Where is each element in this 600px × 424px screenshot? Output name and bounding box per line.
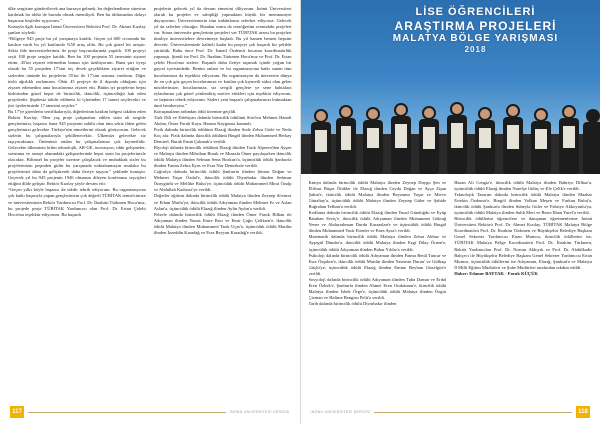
paragraph: Kodlama dalında birincilik ödülü Elazığ ilinden Yusuf Gündoğdu ve Eyüp Batuhan Seviç'e, ikincilik ödülü Adıyaman ilinden Muhammet Göktuğ Yener ve Abdurrahman Durdu Karaaslan'e ve üçüncülük ödülü Bingöl ilinden Muhammed Yasir Erenler ve Enes Ayaz'ı verildi. — [308, 210, 447, 234]
paragraph: ülke sergisine gönderilecek ana bursaya gelmek, bu değerlendirme süresine katılmak bu iddia ile burada olmak önemliydi. Ben bu iddiasından dolayı başarısız keşfeder açıyorum.” — [8, 6, 146, 24]
paragraph: Felsefe dalında birincilik ödülü Elazığ ilinden Ömer Faruk Bilhan ile Adıyaman ilinden Yunus Emre Bacı ve Emir Çağrı Çelikten'e, ikincilik ödülü Malatya ilinden Muhammed Tarık Uçar'a, üçüncülük ödülü Mardin ilinden İzzeddin Karadağ ve Esra Reyyan Karadağ'e verildi. — [153, 211, 292, 235]
left-footer — [10, 406, 290, 418]
paragraph: Birincilik ödüllerini öğrencilere ve danışman öğretmenlerine İnönü Üniversitesi Rektörü Prof. Dr. Ahmet Kızılay, TÜBİTAK Malatya Bölge Koordinatörü Prof. Dr. İbrahim Türkmen ve Büyükşehir Belediye Başkanı Genel Sekreter Yardımcısı Ertan Mumcu, ikincilik ödüllerini ise, TÜBİTAK Malatya Bölge Koordinatörü Prof. Dr. İbrahim Türkmen, Rektör Yardımcıları Prof. Dr. Nurcan Akbıyık ve Prof. Dr. Abdülkadir Bahçeci ile Büyükşehir Belediye Başkanı Genel Sekreter Yardımcısı Ertan Mumcu, üçüncülük ödüllerini ise Adıyaman, Elazığ, Şanlıurfa ve Malatya İl Milli Eğitim Müdürleri ve Şube Müdürleri tarafından takdim edildi. — [454, 216, 592, 270]
crowd-illustration — [301, 64, 600, 174]
news-credit: Haber: Edanur BAYTAK - Faruk KÜÇÜK — [454, 270, 538, 276]
right-footer — [311, 406, 591, 418]
paragraph: projelerin gelecek yıl da devam etmesini diliyorum. İnönü Üniversitesi olarak bu projeler ev sahipliği yapmaktan büyük bir memnuniyet duyuyorum. Üniversitemizin tüm imkânlarını seferber ediyoruz. Gelecek yıl da seferber olacağız. Bundan sonra da ortaöğretim ortamdaki projeleri var. Sonra üniversite gençlerinin projeleri var TÜBİTAK ararsı bu projeleri itimliye üniversitelere devretmeye başladı. Bu yıl hamen hemen hepsini devretti. Üniversitemizde kaliteli kadar bu projeyi çok başarılı bir şekilde yürüttük. Bahu önce Prof. Dr. İsmail Özdemir hocama koordinatörlük yapmıştı. Şimdi ise Prof. Dr. İbrahim Türkmen Hoca'mız ve Prof. Dr. Ertan çelebi Hoca'mız sizlere. Başımlı daha iletiye taşımak içinde yoğun bir gayret içerisindedir. Benim onlara ve bu organizasyona katkı sunan tüm hocalarımıza da teşekkür ediyorum. Bu organizasyon da üniversite dünya ile en çok göz geçen hocalarımıza ve katılan çok kıymetli süksi olan gelen misirlerimize, hocalarımıza, siz sevgili gençlere ye sene bahtalara eylanlarına çok güzel yönlendiriş motive ettikleri için teşekkür ediyorum, ve hepinizi tebrik ediyorum. Sizleri yeni başarılı çalışmalarınızı bulmaktan ümit beraberyim.” — [153, 6, 292, 108]
right-column-1 — [309, 180, 447, 400]
banner-line-4: 2018 — [464, 45, 487, 54]
left-column-2 — [154, 6, 292, 400]
paragraph: Kimya dalında birincilik ödülü Malatya ilinden Zeynep Duygu Şen ve Elifnur Büşra Ötükler ile Elazığ ilinden Ceyda Doğan ve Ayça Zişan Şahin'e, ikincilik ödülü Malatya ilinden Beyzanur Yaşar ve Merve Günaltay'a, üçüncülük ödülü Malatya ilinden Zeynep Güler ve Şahide Buğrahan Tellum'a verildi. — [308, 180, 447, 210]
footer-rule — [374, 412, 572, 413]
paragraph: Sosyoloji dalında birincilik ödülü Adıyaman ilinden Tuba Damar ve Erdal Eren Özbek'e, Şanlıurfa ilinden Ahmet Eren Oruküman'e, ikincilik ödülü Malatya ilinden İsbek Örge'e, üçüncülük ödülü Malatya ilinden Özgür Çizman ve Halime Bengisu Pelit'a verildi. — [308, 276, 447, 300]
paragraph: “Bölgeye 945 proje bu yıl yarışmaya katıldı. Geçen yıl 600 civarında bir katılım vardı bu yıl katılımda %50 artış oldu. Bu çok güzel bir artıştır. Sekiz ilde üniversitelerimiz ile proje başvurularında yapıldı. 100 projeyi seçti 100 proje sergiye katıldı. Ben bu 100 projenin 55 tanesinin ziyaret ettim, 45'ini ziyaret edemedim bunun için üzülüyorum. Buna şart öyeşi olarak bu 55 projeden 17'sini seç desek geçeklikten ziyaret ettiğim ve sizlerden önünde bu projelerin 55'ini ile 17'sini arasına vardırım. Diğer türlü ağırlıklı zorlanırım. Öbür 45 projeye de il dışında olduğum için ziyaret edemedim ama hocalarımız ziyaret etti. Bütün iyi projelerin hepsi birbirinden güzel hepsi de birincilik, ikincilik, üçüncülüğü hak eden projelerdir. Şüphesiz takdir edilmesi ki içlerinden 17 tanesi seçilecekti ve jüri üyelerimizde 17 tanesini seçtiler.” — [8, 36, 146, 108]
paragraph: Hasan Ali Cengiz'e, ikincilik ödülü Malatya ilinden Bahriye Dilbaz'a, üçüncülük ödülü Elazığ ilinden Nurefşe Gülüç ve Efe Çelik'e verildi. — [454, 180, 592, 192]
right-page-columns — [309, 180, 593, 400]
photo-banner — [361, 6, 591, 66]
paragraph: Teknolojik Tasarım dalında birincilik ödülü Malatya ilinden Mazhar Ertekin Özdemir'e, Bingöl ilinden Volkan Meşen ve Furkan Bulut'a, ikincilik ödülü Şanlıurfa ilinden Süheyla Güler ve Fahriye Akkoyunlu'ya, üçüncülük ödülü Malatya ilinden Salih Mert ve Beste Ilhan Yurel'a verildi. — [454, 192, 592, 216]
right-column-2 — [454, 180, 592, 400]
right-page — [301, 0, 600, 424]
left-column-1 — [8, 6, 146, 400]
paragraph: “Geçen yılki böyle başarısı da takdir tebrik ediyorum. Bu organizasyona çok katkı başarıyla yapan gençlerinizin çok değerli TÜBİTAK temsilcimize ve üniversitemizin Rektör Yardımcısı Prof. Dr. İbrahim Türkmen Hoca'mız, bu projede proje TÜBİTAK Yardımcısı olan Prof. Dr. Ertan Çelebi Hoca'ma teşekkür ediyorum. Bu başarılı — [8, 187, 146, 217]
paragraph: Konuyla ilgili konuşan İnönü Üniversitesi Rektörü Prof. Dr. Ahmet Kızılay şunları söyledi: — [8, 24, 146, 36]
paragraph: Değerler eğitimi dalında birincilik ödülü Malatya ilinden Zeynep Sövmez ve Erhan Mutlu'ya, ikincilik ödülü Adıyaman ilinden Mehmet Er ve Aslan Aslan'a, üçüncülük ödülü Elazığ ilinden Aylin Aydın'a verildi. — [153, 193, 292, 211]
paragraph: Matematik dalında birincilik ödülü Malatya ilinden Zehra Akbuz ve Ayşegül Dündar'a, ikincilik ödülü Malatya ilinden Ezgi Dilay Örnen'e, üçüncülük ödülü Adıyaman ilinden Bahar Yıldız'a verildi. — [308, 234, 447, 252]
left-page-columns — [8, 6, 292, 400]
paragraph: Türk Dili ve Edebiyatı dalında birincilik ödülünü Siirt'ten Mehmet Hamdi Akdan, Ömer Faruk Kaya, Hamza Kaygusuz kazandı. — [153, 114, 292, 126]
paragraph: Tarih dalında birincilik ödülü Diyarbakır ilinden — [308, 300, 397, 306]
banner-line-3: MALATYA BÖLGE YARIŞMASI — [392, 33, 559, 44]
footer-text: INONU UNIVERSITESI DERGISI — [310, 410, 371, 414]
footer-rule — [28, 412, 226, 413]
page-number: 117 — [10, 406, 24, 418]
banner-line-2: ARAŞTIRMA PROJELERİ — [394, 19, 557, 33]
paragraph: Coğrafya dalında birincilik ödülü Şanlıurfa ilinden Şimon Doğan ve Mehmet Yaşar Özdal'e, ikincilik ödülü Diyarbakır ilinden Sedanur Özaygürlü ve Mellike Bulut'ye, üçüncülük ödülü Muhammed Mirat Özalp ve Abdullah Kadırsız'ye verildi. — [153, 169, 292, 193]
paragraph: Biyoloji dalında birincilik ödülünü Elazığ ilinden Tarık Alperen'den Ayşen ve Malatya ilinden Mihrihan Burak ve Mustafa Ömer payılaşırken ikincilik ödülü Malatya ilinden Selman Sena Bozkurt'a, üçüncülük ödülü Şanlıurfa ilinden Fatma Zehra İlyas ve Esra Nur Demirkale verildi. — [153, 145, 292, 169]
footer-text: INONU UNIVERSITESI DERGISI — [229, 410, 290, 414]
paragraph: Fizik dalında birincilik ödülünü Elazığ ilinden Sude Zehra Göde ve Neda Koç alır. Fizik dalında ikincilik ödülünü Bingöl ilinden Muhammed Berkay Demirel, Burak Emin Çakmak'a verildi. — [153, 126, 292, 145]
event-photo — [301, 0, 600, 174]
banner-line-1: LİSE ÖĞRENCİLERİ — [415, 6, 536, 18]
paragraph: Bu 17'ye girenlerin sertifikalarıyla, diğerlerinin katılım belgesi takdim eden Rektör Kızılay, “Ben yaş proje çalışmaları edilen sizin alt sergide gençlerimizi, başarısı bana 945 projenin sahibi olan tüm sekiz ilden gelen gençlerimizi gelecekte Türkiye'nin nimetlerini olarak görüyorum. Gelecek sizlerin bu çalışmalarıyla şekillenecektir. Ülkemizi gelecekte siz taşıyacaksınız. Önümüzü ondan bu çalışmalarınız çok kıymetlidir. Gelecekte ülkemizin bilim teknolojik, AR-GE, inovasyon, tıbbı gelişmeler, savunma ve sanayi alanındaki gelişmelerinde hepsi sizin bu projelerinizle olacaktır. Bilimsel bu projeler üzerine çalışılacak ve muhakkak sizler bu projelerinizin peşinden gidin bu yarışmada noktalanmayın mutlaka bu projelerinizi daha da geliştirerek daha ileriye taşıyın.” şeklinde konuştu. Geçecek yıl bu 945 projenin 1946 olmasını dileyen konferansı teşvişleri ettiğini dilde geliştir. Rektör Kızılay şöyle devam etti: — [8, 108, 146, 187]
paragraph: Konuşmaların ardından ödül törenine geçildi. — [153, 108, 237, 114]
paragraph: Psikoloji dalında birincilik ödülü Adıyaman ilinden Fatma Betül Tancar ve Esra Özşahin'e, ikincilik ödülü Mardin ilinden Yasemin Duran' ve Gülbaşı Güçlü'ye, üçüncülük ödülü Elazığ ilinden Emine Reyhan Güzelgöz'e verildi. — [308, 252, 447, 276]
page-number: 118 — [576, 406, 590, 418]
